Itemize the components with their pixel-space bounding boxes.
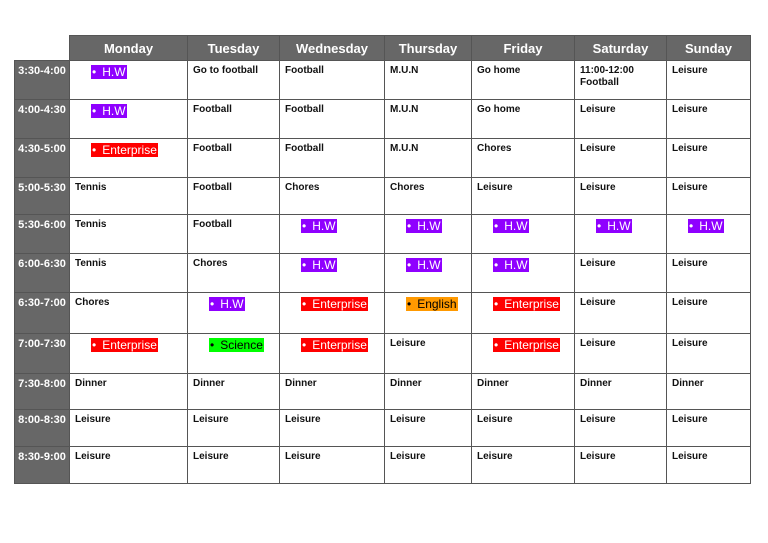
- time-slot-label: 7:00-7:30: [15, 334, 70, 374]
- time-slot-label: 4:00-4:30: [15, 100, 70, 139]
- schedule-cell: [667, 374, 751, 410]
- schedule-cell: [385, 293, 472, 334]
- activity-label: Leisure: [672, 297, 708, 308]
- activity-tag: [91, 143, 158, 157]
- activity-tag: [91, 104, 127, 118]
- schedule-cell: [70, 293, 188, 334]
- activity-tag: [91, 338, 158, 352]
- activity-label: Dinner: [477, 378, 509, 389]
- schedule-cell: [385, 254, 472, 293]
- schedule-cell: [472, 100, 575, 139]
- schedule-cell: [385, 178, 472, 215]
- activity-label: M.U.N: [390, 65, 419, 76]
- bullet-icon: •: [92, 65, 97, 79]
- schedule-cell: [280, 100, 385, 139]
- activity-label: Enterprise: [504, 297, 559, 311]
- activity-label: Leisure: [285, 414, 321, 425]
- table-row: [15, 293, 751, 334]
- activity-label: Leisure: [672, 65, 708, 76]
- table-row: [15, 410, 751, 447]
- schedule-cell: [70, 254, 188, 293]
- schedule-cell: [667, 293, 751, 334]
- activity-label: Go to football: [193, 65, 258, 76]
- bullet-icon: •: [494, 258, 499, 272]
- time-slot-label: 7:30-8:00: [15, 374, 70, 410]
- time-slot-label: 3:30-4:00: [15, 61, 70, 100]
- activity-label: Go home: [477, 104, 521, 115]
- schedule-cell: [575, 61, 667, 100]
- schedule-cell: [575, 215, 667, 254]
- schedule-cell: [280, 215, 385, 254]
- day-header-saturday: Saturday: [575, 36, 667, 61]
- bullet-icon: •: [302, 338, 307, 352]
- schedule-cell: [575, 374, 667, 410]
- activity-label: Leisure: [285, 451, 321, 462]
- activity-tag: [493, 338, 560, 352]
- schedule-cell: [667, 139, 751, 178]
- activity-tag: [301, 258, 337, 272]
- schedule-cell: [472, 254, 575, 293]
- activity-tag: [493, 297, 560, 311]
- activity-label: Chores: [477, 143, 512, 154]
- activity-label: Leisure: [580, 338, 616, 349]
- activity-tag: [209, 338, 264, 352]
- schedule-cell: [188, 100, 280, 139]
- schedule-cell: [575, 293, 667, 334]
- schedule-cell: [667, 61, 751, 100]
- activity-label: Leisure: [390, 414, 426, 425]
- day-header-wednesday: Wednesday: [280, 36, 385, 61]
- day-header-tuesday: Tuesday: [188, 36, 280, 61]
- activity-label: English: [417, 297, 457, 311]
- activity-label: Leisure: [672, 258, 708, 269]
- time-slot-label: 8:30-9:00: [15, 447, 70, 484]
- activity-label: Science: [220, 338, 263, 352]
- activity-label: Leisure: [580, 297, 616, 308]
- schedule-cell: [385, 334, 472, 374]
- activity-label: Chores: [75, 297, 110, 308]
- schedule-cell: [472, 293, 575, 334]
- schedule-cell: [70, 139, 188, 178]
- activity-label: Leisure: [580, 104, 616, 115]
- schedule-cell: [70, 61, 188, 100]
- schedule-table: [14, 35, 751, 484]
- activity-label: Leisure: [672, 182, 708, 193]
- day-header-friday: Friday: [472, 36, 575, 61]
- activity-label: Leisure: [390, 451, 426, 462]
- activity-label: Leisure: [672, 338, 708, 349]
- time-slot-label: 5:30-6:00: [15, 215, 70, 254]
- schedule-cell: [385, 61, 472, 100]
- activity-label: H.W: [102, 104, 126, 118]
- schedule-cell: [188, 139, 280, 178]
- bullet-icon: •: [494, 219, 499, 233]
- activity-tag: [301, 338, 368, 352]
- activity-label: Enterprise: [102, 338, 157, 352]
- activity-label: M.U.N: [390, 143, 419, 154]
- activity-label: H.W: [504, 258, 528, 272]
- schedule-cell: [280, 334, 385, 374]
- activity-label: Tennis: [75, 219, 107, 230]
- activity-tag: [406, 219, 442, 233]
- schedule-cell: [70, 447, 188, 484]
- bullet-icon: •: [597, 219, 602, 233]
- activity-tag: [493, 258, 529, 272]
- activity-label: Leisure: [477, 414, 513, 425]
- activity-tag: [209, 297, 245, 311]
- activity-label: H.W: [699, 219, 723, 233]
- activity-label: Leisure: [580, 143, 616, 154]
- schedule-cell: [188, 410, 280, 447]
- activity-label: Leisure: [672, 143, 708, 154]
- activity-label: H.W: [312, 219, 336, 233]
- activity-tag: [406, 297, 458, 311]
- activity-label: Enterprise: [312, 297, 367, 311]
- table-row: [15, 447, 751, 484]
- schedule-cell: [575, 447, 667, 484]
- activity-label: Football: [193, 219, 232, 230]
- schedule-cell: [385, 139, 472, 178]
- activity-label: H.W: [220, 297, 244, 311]
- schedule-cell: [70, 334, 188, 374]
- activity-label: Tennis: [75, 182, 107, 193]
- activity-label: Leisure: [672, 414, 708, 425]
- bullet-icon: •: [92, 338, 97, 352]
- activity-label: Dinner: [390, 378, 422, 389]
- bullet-icon: •: [92, 143, 97, 157]
- schedule-cell: [385, 447, 472, 484]
- schedule-cell: [667, 254, 751, 293]
- schedule-cell: [575, 178, 667, 215]
- schedule-cell: [280, 374, 385, 410]
- schedule-cell: [472, 61, 575, 100]
- activity-label: Dinner: [580, 378, 612, 389]
- day-header-sunday: Sunday: [667, 36, 751, 61]
- activity-label: Leisure: [580, 451, 616, 462]
- activity-label: 11:00-12:00 Football: [580, 65, 634, 88]
- activity-label: Chores: [390, 182, 425, 193]
- activity-label: Leisure: [390, 338, 426, 349]
- activity-label: Leisure: [672, 451, 708, 462]
- activity-label: Leisure: [580, 258, 616, 269]
- activity-label: Chores: [193, 258, 228, 269]
- activity-label: Leisure: [580, 414, 616, 425]
- activity-tag: [301, 297, 368, 311]
- activity-label: H.W: [607, 219, 631, 233]
- schedule-cell: [280, 254, 385, 293]
- bullet-icon: •: [407, 258, 412, 272]
- schedule-cell: [188, 447, 280, 484]
- activity-label: Dinner: [285, 378, 317, 389]
- schedule-cell: [472, 178, 575, 215]
- bullet-icon: •: [302, 258, 307, 272]
- schedule-cell: [472, 215, 575, 254]
- schedule-cell: [472, 374, 575, 410]
- activity-label: Leisure: [193, 451, 229, 462]
- activity-tag: [406, 258, 442, 272]
- activity-label: Dinner: [75, 378, 107, 389]
- time-slot-label: 6:00-6:30: [15, 254, 70, 293]
- activity-label: Football: [285, 143, 324, 154]
- schedule-cell: [280, 410, 385, 447]
- bullet-icon: •: [494, 297, 499, 311]
- table-row: [15, 61, 751, 100]
- schedule-cell: [70, 215, 188, 254]
- activity-tag: [301, 219, 337, 233]
- activity-label: Leisure: [75, 451, 111, 462]
- activity-label: M.U.N: [390, 104, 419, 115]
- time-slot-label: 8:00-8:30: [15, 410, 70, 447]
- schedule-cell: [188, 254, 280, 293]
- activity-label: Football: [285, 65, 324, 76]
- activity-tag: [596, 219, 632, 233]
- bullet-icon: •: [689, 219, 694, 233]
- schedule-cell: [667, 178, 751, 215]
- schedule-cell: [472, 334, 575, 374]
- activity-label: Leisure: [75, 414, 111, 425]
- activity-label: Enterprise: [504, 338, 559, 352]
- schedule-cell: [70, 374, 188, 410]
- activity-label: Chores: [285, 182, 320, 193]
- activity-label: H.W: [312, 258, 336, 272]
- schedule-cell: [280, 178, 385, 215]
- schedule-cell: [280, 61, 385, 100]
- schedule-cell: [575, 410, 667, 447]
- schedule-cell: [280, 139, 385, 178]
- activity-label: Enterprise: [102, 143, 157, 157]
- schedule-cell: [667, 215, 751, 254]
- bullet-icon: •: [494, 338, 499, 352]
- schedule-cell: [472, 139, 575, 178]
- activity-label: Leisure: [477, 451, 513, 462]
- activity-label: H.W: [417, 258, 441, 272]
- table-row: [15, 254, 751, 293]
- table-row: [15, 374, 751, 410]
- schedule-cell: [472, 447, 575, 484]
- day-header-monday: Monday: [70, 36, 188, 61]
- table-row: [15, 215, 751, 254]
- activity-label: H.W: [417, 219, 441, 233]
- bullet-icon: •: [407, 219, 412, 233]
- activity-label: Tennis: [75, 258, 107, 269]
- time-slot-label: 6:30-7:00: [15, 293, 70, 334]
- schedule-cell: [188, 215, 280, 254]
- activity-label: Dinner: [672, 378, 704, 389]
- activity-label: Football: [285, 104, 324, 115]
- schedule-cell: [667, 334, 751, 374]
- activity-label: Leisure: [477, 182, 513, 193]
- schedule-cell: [70, 100, 188, 139]
- schedule-cell: [385, 100, 472, 139]
- schedule-cell: [575, 139, 667, 178]
- schedule-cell: [667, 410, 751, 447]
- schedule-cell: [188, 178, 280, 215]
- activity-label: Football: [193, 104, 232, 115]
- day-header-thursday: Thursday: [385, 36, 472, 61]
- bullet-icon: •: [92, 104, 97, 118]
- schedule-cell: [575, 100, 667, 139]
- schedule-cell: [385, 410, 472, 447]
- schedule-cell: [188, 334, 280, 374]
- activity-label: Enterprise: [312, 338, 367, 352]
- table-row: [15, 100, 751, 139]
- schedule-cell: [667, 447, 751, 484]
- activity-label: Go home: [477, 65, 521, 76]
- activity-label: Dinner: [193, 378, 225, 389]
- schedule-cell: [188, 61, 280, 100]
- schedule-cell: [70, 410, 188, 447]
- schedule-cell: [667, 100, 751, 139]
- schedule-cell: [575, 334, 667, 374]
- activity-tag: [91, 65, 127, 79]
- bullet-icon: •: [302, 219, 307, 233]
- schedule-cell: [70, 178, 188, 215]
- bullet-icon: •: [407, 297, 412, 311]
- activity-tag: [493, 219, 529, 233]
- activity-label: Leisure: [672, 104, 708, 115]
- schedule-cell: [385, 374, 472, 410]
- schedule-cell: [280, 293, 385, 334]
- schedule-cell: [385, 215, 472, 254]
- activity-label: H.W: [504, 219, 528, 233]
- activity-label: Football: [193, 143, 232, 154]
- table-row: [15, 178, 751, 215]
- activity-label: Leisure: [580, 182, 616, 193]
- activity-label: H.W: [102, 65, 126, 79]
- schedule-cell: [280, 447, 385, 484]
- activity-tag: [688, 219, 724, 233]
- schedule-cell: [188, 293, 280, 334]
- schedule-cell: [472, 410, 575, 447]
- schedule-cell: [188, 374, 280, 410]
- corner-cell: [15, 36, 70, 61]
- header-row: [15, 36, 751, 61]
- time-slot-label: 4:30-5:00: [15, 139, 70, 178]
- bullet-icon: •: [210, 297, 215, 311]
- schedule-cell: [575, 254, 667, 293]
- time-slot-label: 5:00-5:30: [15, 178, 70, 215]
- activity-label: Football: [193, 182, 232, 193]
- table-row: [15, 139, 751, 178]
- activity-label: Leisure: [193, 414, 229, 425]
- bullet-icon: •: [302, 297, 307, 311]
- bullet-icon: •: [210, 338, 215, 352]
- table-row: [15, 334, 751, 374]
